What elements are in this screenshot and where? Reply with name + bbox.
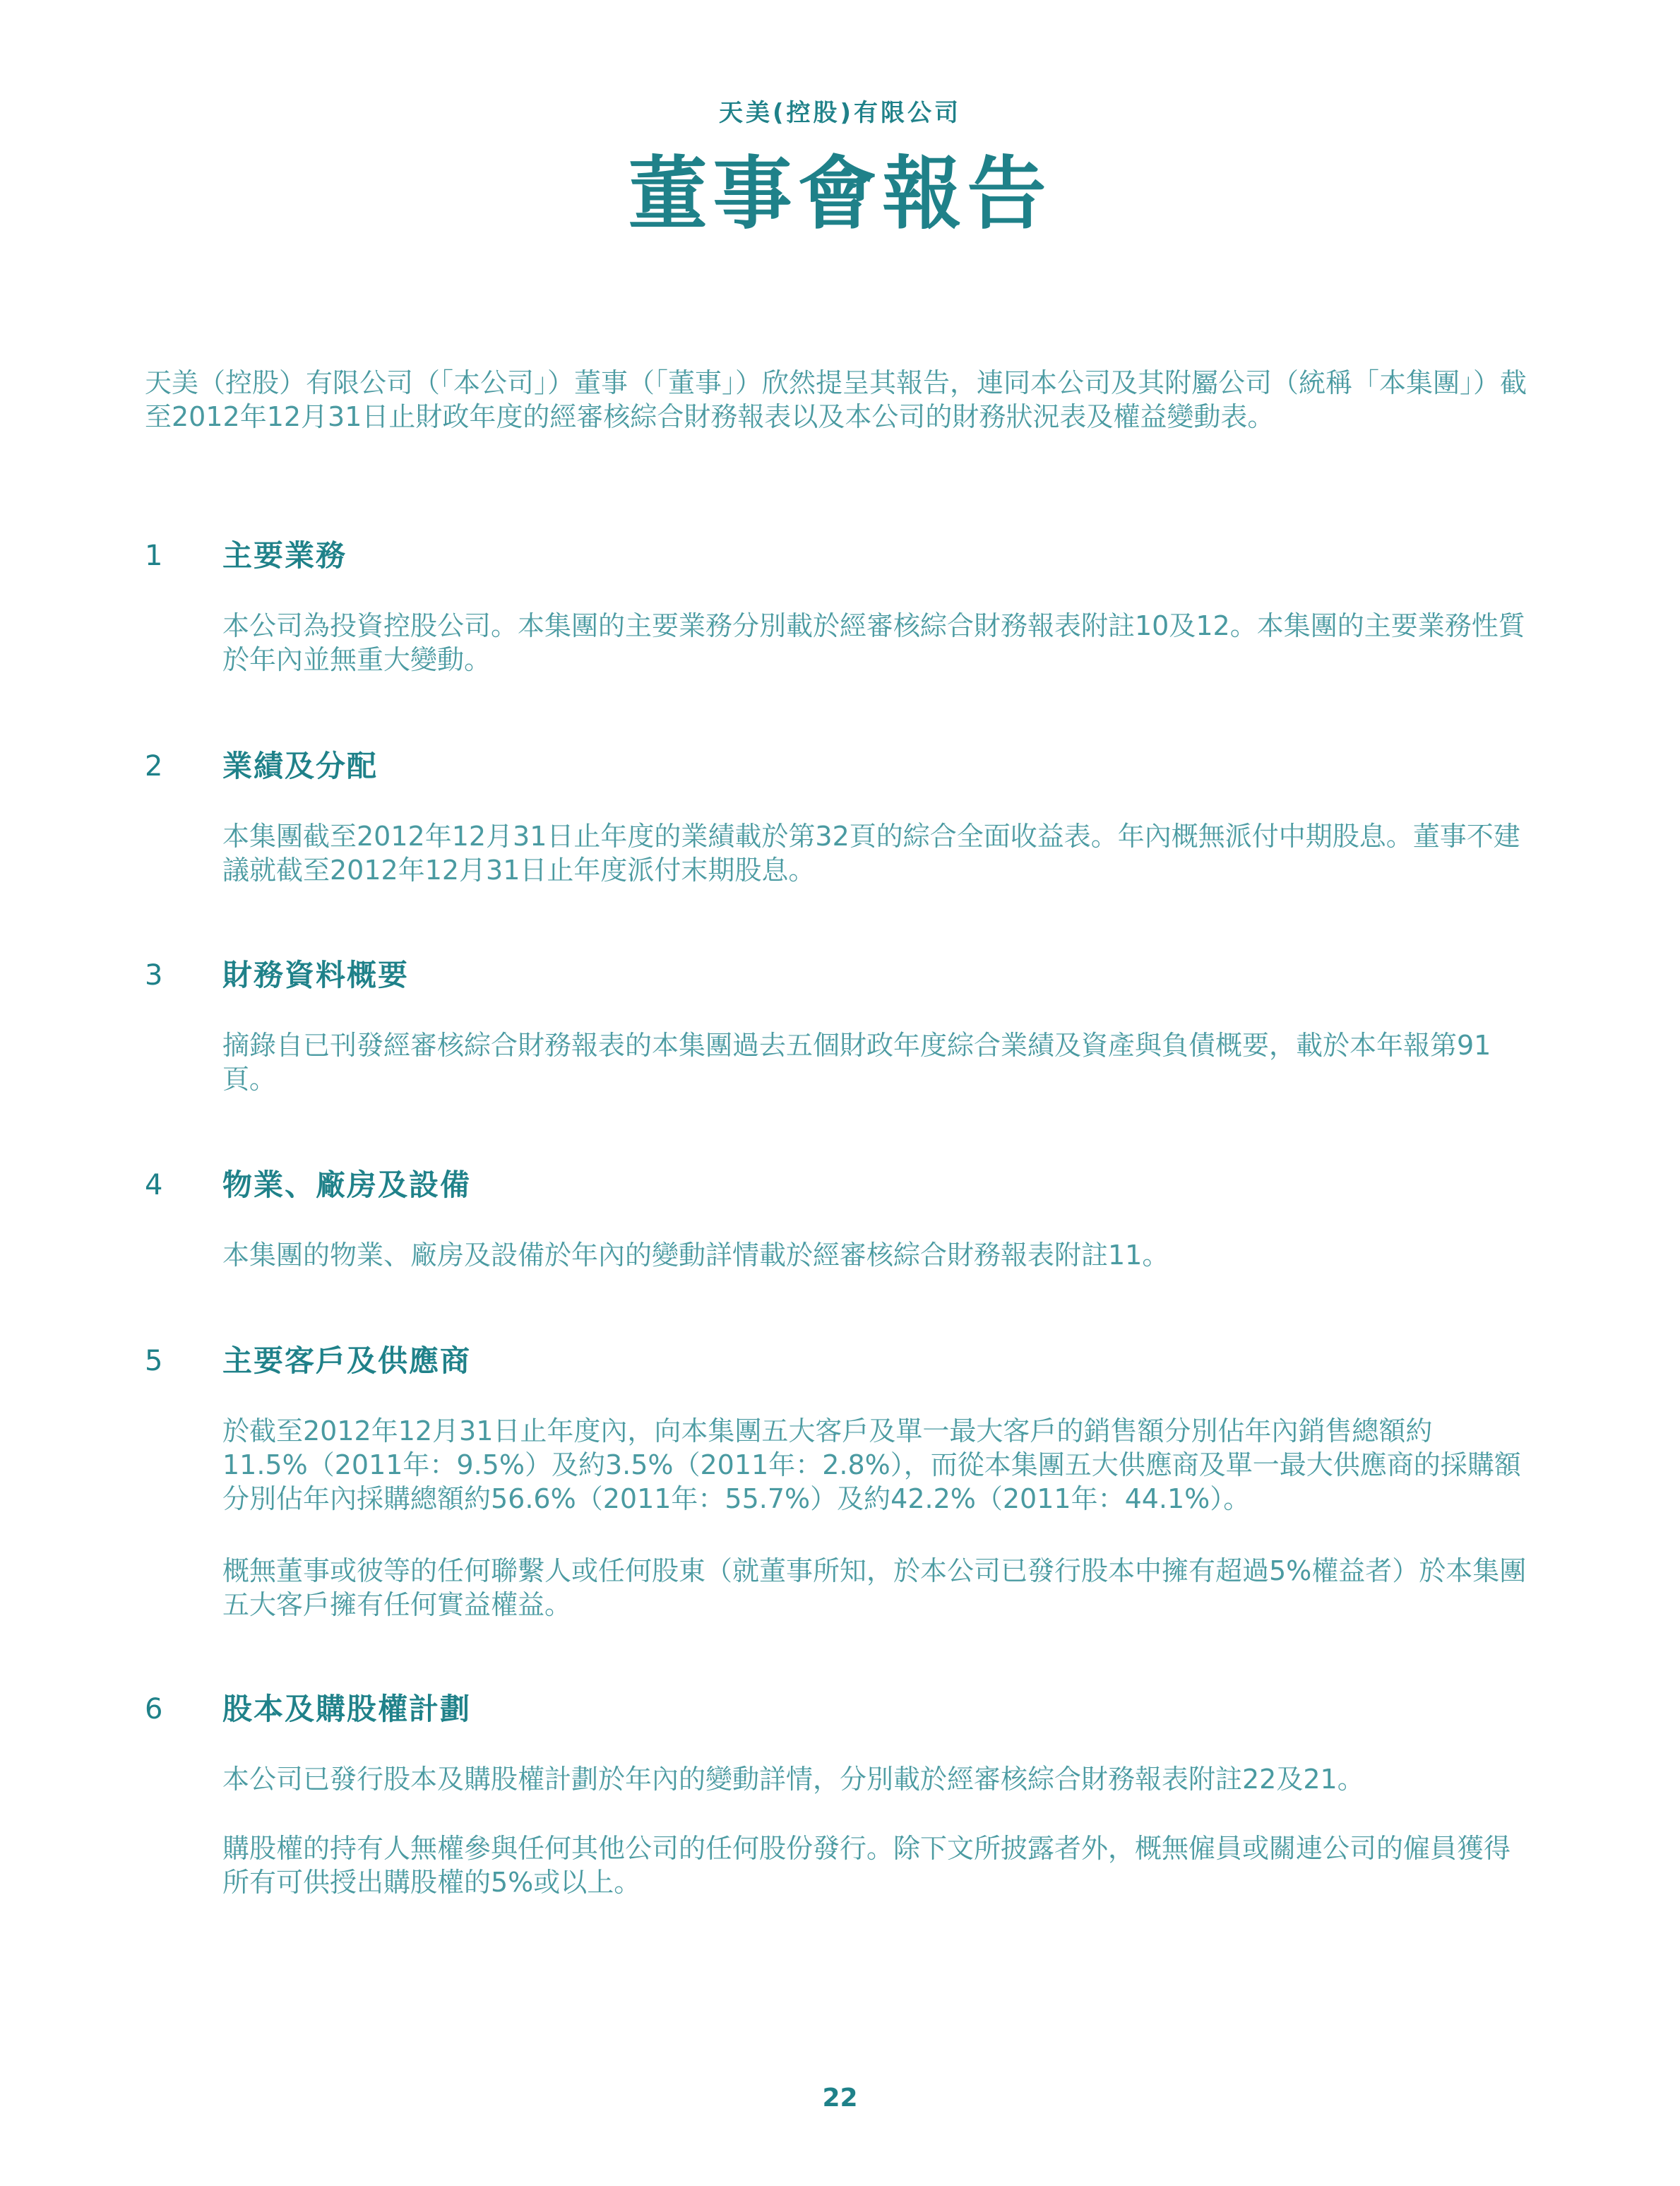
section-paragraph: 本公司已發行股本及購股權計劃於年內的變動詳情，分別載於經審核綜合財務報表附註22及21。 <box>222 1764 1364 1795</box>
section-number: 3 <box>145 959 163 992</box>
section-paragraph: 概無董事或彼等的任何聯繫人或任何股東（就董事所知，於本公司已發行股本中擁有超過5%權益者）於本集團五大客戶擁有任何實益權益。 <box>222 1555 1527 1620</box>
section-title: 財務資料概要 <box>222 958 410 992</box>
section-paragraph: 購股權的持有人無權參與任何其他公司的任何股份發行。除下文所披露者外，概無僱員或關連公司的僱員獲得所有可供授出購股權的5%或以上。 <box>222 1833 1511 1898</box>
section-title: 主要客戶及供應商 <box>222 1343 472 1378</box>
section-number: 1 <box>145 540 163 572</box>
section-paragraph: 本公司為投資控股公司。本集團的主要業務分別載於經審核綜合財務報表附註10及12。本集團的主要業務性質於年內並無重大變動。 <box>222 610 1525 675</box>
page-number: 22 <box>822 2084 858 2113</box>
section-paragraph: 於截至2012年12月31日止年度內，向本集團五大客戶及單一最大客戶的銷售額分別佔年內銷售總額約11.5%（2011年：9.5%）及約3.5%（2011年：2.8%），而從本集團五大供應商及單一最大供應商的採購額分別佔年內採購總額約56.6%（2011年：55.7%）及約42.2%（2011年：44.1%）。 <box>222 1415 1521 1514</box>
section-paragraph: 本集團的物業、廠房及設備於年內的變動詳情載於經審核綜合財務報表附註11。 <box>222 1240 1169 1271</box>
section-number: 6 <box>145 1693 163 1725</box>
section-paragraph: 摘錄自已刊發經審核綜合財務報表的本集團過去五個財政年度綜合業績及資產與負債概要，載於本年報第91頁。 <box>222 1030 1491 1095</box>
report-title: 董事會報告 <box>628 148 1052 240</box>
intro-paragraph: 天美（控股）有限公司（「本公司」）董事（「董事」）欣然提呈其報告，連同本公司及其附屬公司（統稱「本集團」）截至2012年12月31日止財政年度的經審核綜合財務報表以及本公司的財務狀況表及權益變動表。 <box>145 367 1527 432</box>
section-paragraph: 本集團截至2012年12月31日止年度的業績載於第32頁的綜合全面收益表。年內概無派付中期股息。董事不建議就截至2012年12月31日止年度派付末期股息。 <box>222 821 1520 886</box>
company-name: 天美(控股)有限公司 <box>718 99 962 127</box>
section-number: 2 <box>145 750 163 783</box>
section-number: 5 <box>145 1345 163 1377</box>
section-title: 主要業務 <box>222 538 347 573</box>
section-title: 業績及分配 <box>222 749 379 783</box>
section-title: 股本及購股權計劃 <box>222 1692 472 1726</box>
section-title: 物業、廠房及設備 <box>222 1168 472 1202</box>
section-number: 4 <box>145 1169 163 1201</box>
